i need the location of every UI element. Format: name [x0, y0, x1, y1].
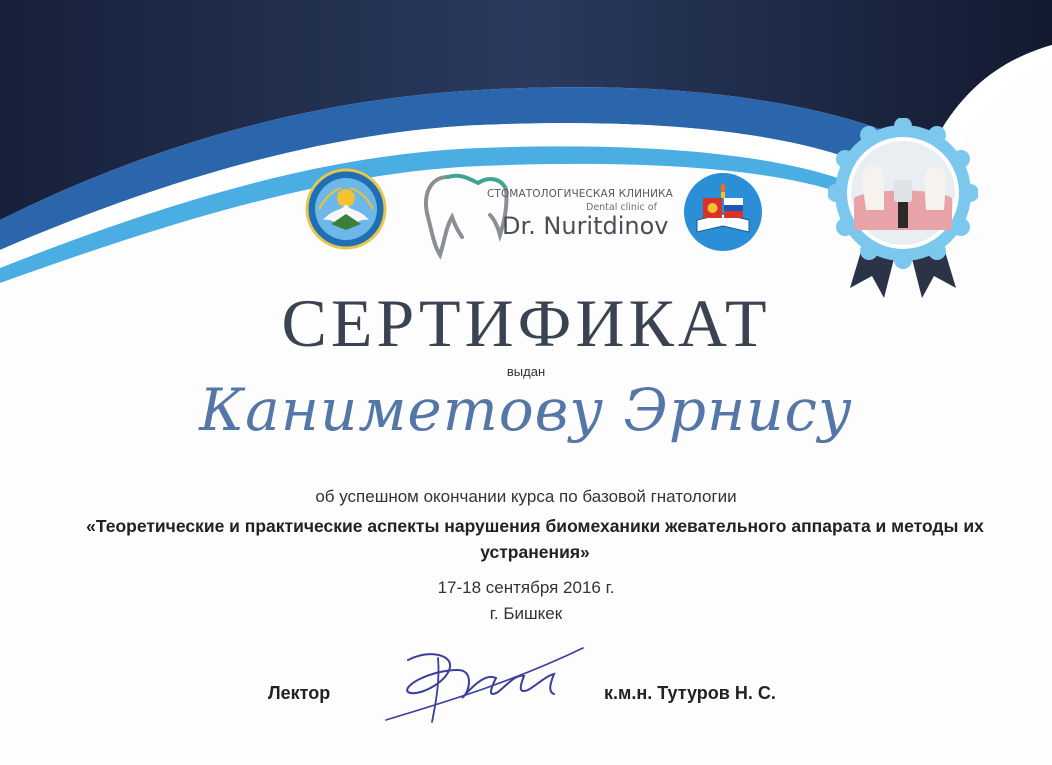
- certificate-title: СЕРТИФИКАТ: [281, 285, 771, 361]
- clinic-name-en: Dental clinic of: [586, 202, 657, 213]
- course-city: г. Бишкек: [489, 604, 563, 623]
- kyrgyz-emblem-icon: [305, 168, 387, 250]
- course-intro: об успешном окончании курса по базовой гнатологии: [315, 487, 737, 506]
- clinic-brand-name: Dr. Nuritdinov: [502, 212, 669, 240]
- course-date: 17-18 сентября 2016 г.: [437, 578, 615, 597]
- ministry-emblem-icon: [683, 172, 763, 252]
- clinic-name-ru: СТОМАТОЛОГИЧЕСКАЯ КЛИНИКА: [487, 188, 673, 200]
- issued-label: выдан: [506, 364, 546, 379]
- recipient-name: Каниметову Эрнису: [199, 376, 853, 444]
- implant-rosette-icon: [828, 118, 978, 303]
- course-title: «Теоретические и практические аспекты нарушения биомеханики жевательного аппарата и методы их устранения»: [86, 516, 984, 562]
- lecturer-name: к.м.н. Тутуров Н. С.: [604, 683, 776, 703]
- lecturer-label: Лектор: [268, 683, 331, 703]
- lecturer-signature: [378, 640, 593, 728]
